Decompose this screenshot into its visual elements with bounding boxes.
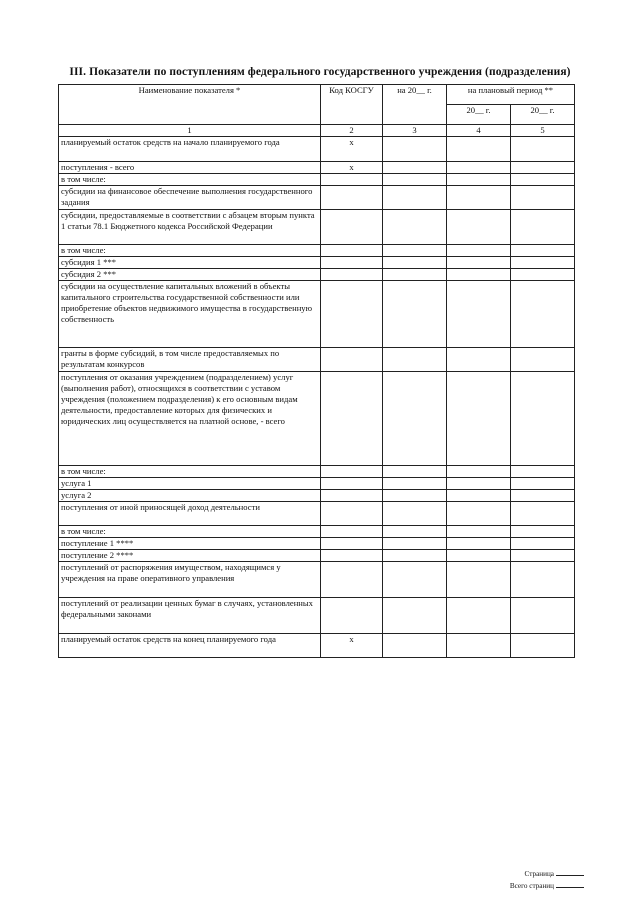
- column-number: 4: [447, 125, 511, 137]
- indicator-name: поступлений от реализации ценных бумаг в случаях, установленных федеральными законами: [59, 598, 321, 634]
- plan-year-1-cell[interactable]: [447, 490, 511, 502]
- plan-year-1-cell[interactable]: [447, 466, 511, 478]
- plan-year-2-cell[interactable]: [511, 372, 575, 466]
- indicator-name: услуга 1: [59, 478, 321, 490]
- indicator-name: услуга 2: [59, 490, 321, 502]
- plan-year-1-cell[interactable]: [447, 372, 511, 466]
- plan-year-2-cell[interactable]: [511, 174, 575, 186]
- table-row: [59, 210, 575, 245]
- current-year-cell[interactable]: [383, 466, 447, 478]
- header-plan-year-2: 20__ г.: [511, 105, 575, 125]
- kosgu-code-cell[interactable]: [321, 526, 383, 538]
- plan-year-1-cell[interactable]: [447, 598, 511, 634]
- current-year-cell[interactable]: [383, 137, 447, 162]
- current-year-cell[interactable]: [383, 348, 447, 372]
- plan-year-1-cell[interactable]: [447, 502, 511, 526]
- kosgu-code-cell[interactable]: [321, 562, 383, 598]
- indicator-name: поступления от оказания учреждением (подразделением) услуг (выполнения работ), относящихся в соответствии с уставом учреждения (положением подразделения) к его основным видам деятельности, предоставление которых для физических и юридических лиц осуществляется на платной основе, - всего: [59, 372, 321, 466]
- plan-year-1-cell[interactable]: [447, 174, 511, 186]
- indicator-name: поступлений от распоряжения имуществом, находящимся у учреждения на праве оперативного управления: [59, 562, 321, 598]
- current-year-cell[interactable]: [383, 162, 447, 174]
- plan-year-2-cell[interactable]: [511, 550, 575, 562]
- table-row: [59, 550, 575, 562]
- plan-year-2-cell[interactable]: [511, 490, 575, 502]
- plan-year-1-cell[interactable]: [447, 245, 511, 257]
- total-pages-field[interactable]: [556, 880, 584, 888]
- plan-year-2-cell[interactable]: [511, 269, 575, 281]
- plan-year-1-cell[interactable]: [447, 478, 511, 490]
- header-kosgu-code: Код КОСГУ: [321, 85, 383, 125]
- indicator-name: поступления от иной приносящей доход деятельности: [59, 502, 321, 526]
- indicator-name: планируемый остаток средств на начало планируемого года: [59, 137, 321, 162]
- table-row: [59, 478, 575, 490]
- kosgu-code-cell[interactable]: [321, 478, 383, 490]
- kosgu-code-cell[interactable]: х: [321, 634, 383, 658]
- kosgu-code-cell[interactable]: [321, 550, 383, 562]
- plan-year-2-cell[interactable]: [511, 162, 575, 174]
- table-row: [59, 186, 575, 210]
- current-year-cell[interactable]: [383, 598, 447, 634]
- kosgu-code-cell[interactable]: [321, 174, 383, 186]
- header-plan-year-1: 20__ г.: [447, 105, 511, 125]
- table-row: [59, 281, 575, 348]
- current-year-cell[interactable]: [383, 526, 447, 538]
- indicator-name: в том числе:: [59, 466, 321, 478]
- current-year-cell[interactable]: [383, 502, 447, 526]
- kosgu-code-cell[interactable]: [321, 281, 383, 348]
- kosgu-code-cell[interactable]: х: [321, 137, 383, 162]
- current-year-cell[interactable]: [383, 538, 447, 550]
- current-year-cell[interactable]: [383, 372, 447, 466]
- table-row: [59, 538, 575, 550]
- current-year-cell[interactable]: [383, 186, 447, 210]
- plan-year-1-cell[interactable]: [447, 137, 511, 162]
- table-row: [59, 174, 575, 186]
- column-number: 1: [59, 125, 321, 137]
- income-indicators-table: [58, 84, 575, 658]
- current-year-cell[interactable]: [383, 245, 447, 257]
- indicator-name: поступление 2 ****: [59, 550, 321, 562]
- kosgu-code-cell[interactable]: [321, 538, 383, 550]
- table-row: [59, 562, 575, 598]
- plan-year-2-cell[interactable]: [511, 634, 575, 658]
- plan-year-2-cell[interactable]: [511, 502, 575, 526]
- current-year-cell[interactable]: [383, 562, 447, 598]
- plan-year-2-cell[interactable]: [511, 562, 575, 598]
- indicator-name: поступления - всего: [59, 162, 321, 174]
- indicator-name: субсидия 2 ***: [59, 269, 321, 281]
- plan-year-1-cell[interactable]: [447, 269, 511, 281]
- current-year-cell[interactable]: [383, 478, 447, 490]
- current-year-cell[interactable]: [383, 490, 447, 502]
- table-row: [59, 598, 575, 634]
- kosgu-code-cell[interactable]: [321, 348, 383, 372]
- plan-year-1-cell[interactable]: [447, 162, 511, 174]
- indicator-name: субсидии на финансовое обеспечение выполнения государственного задания: [59, 186, 321, 210]
- header-current-year: на 20__ г.: [383, 85, 447, 125]
- current-year-cell[interactable]: [383, 210, 447, 245]
- plan-year-2-cell[interactable]: [511, 257, 575, 269]
- plan-year-1-cell[interactable]: [447, 186, 511, 210]
- indicator-name: субсидии, предоставляемые в соответствии с абзацем вторым пункта 1 статьи 78.1 Бюджетного кодекса Российской Федерации: [59, 210, 321, 245]
- kosgu-code-cell[interactable]: [321, 466, 383, 478]
- column-number: 3: [383, 125, 447, 137]
- kosgu-code-cell[interactable]: [321, 210, 383, 245]
- column-number: 2: [321, 125, 383, 137]
- table-row: [59, 526, 575, 538]
- column-number: 5: [511, 125, 575, 137]
- plan-year-2-cell[interactable]: [511, 245, 575, 257]
- current-year-cell[interactable]: [383, 174, 447, 186]
- plan-year-1-cell[interactable]: [447, 562, 511, 598]
- kosgu-code-cell[interactable]: [321, 502, 383, 526]
- plan-year-2-cell[interactable]: [511, 526, 575, 538]
- page-label: Страница: [524, 870, 554, 878]
- page-number-field[interactable]: [556, 868, 584, 876]
- plan-year-1-cell[interactable]: [447, 526, 511, 538]
- indicator-name: гранты в форме субсидий, в том числе предоставляемых по результатам конкурсов: [59, 348, 321, 372]
- table-row: [59, 269, 575, 281]
- table-row: [59, 245, 575, 257]
- plan-year-2-cell[interactable]: [511, 281, 575, 348]
- indicator-name: субсидия 1 ***: [59, 257, 321, 269]
- current-year-cell[interactable]: [383, 269, 447, 281]
- header-plan-period: на плановый период **: [447, 85, 575, 105]
- plan-year-1-cell[interactable]: [447, 281, 511, 348]
- total-pages-label: Всего страниц: [509, 882, 554, 890]
- current-year-cell[interactable]: [383, 281, 447, 348]
- current-year-cell[interactable]: [383, 550, 447, 562]
- current-year-cell[interactable]: [383, 257, 447, 269]
- kosgu-code-cell[interactable]: [321, 257, 383, 269]
- table-row: [59, 137, 575, 162]
- table-row: [59, 257, 575, 269]
- table-row: [59, 466, 575, 478]
- plan-year-1-cell[interactable]: [447, 210, 511, 245]
- plan-year-1-cell[interactable]: [447, 538, 511, 550]
- current-year-cell[interactable]: [383, 634, 447, 658]
- table-row: [59, 634, 575, 658]
- table-row: [59, 372, 575, 466]
- kosgu-code-cell[interactable]: [321, 598, 383, 634]
- indicator-name: в том числе:: [59, 245, 321, 257]
- kosgu-code-cell[interactable]: [321, 269, 383, 281]
- kosgu-code-cell[interactable]: [321, 186, 383, 210]
- plan-year-1-cell[interactable]: [447, 348, 511, 372]
- table-row: [59, 348, 575, 372]
- kosgu-code-cell[interactable]: х: [321, 162, 383, 174]
- kosgu-code-cell[interactable]: [321, 245, 383, 257]
- indicator-name: поступление 1 ****: [59, 538, 321, 550]
- plan-year-1-cell[interactable]: [447, 257, 511, 269]
- table-row: [59, 502, 575, 526]
- indicator-name: планируемый остаток средств на конец планируемого года: [59, 634, 321, 658]
- indicator-name: в том числе:: [59, 526, 321, 538]
- indicator-name: субсидии на осуществление капитальных вложений в объекты капитального строительства государственной собственности или приобретение объектов недвижимого имущества в государственную собственность: [59, 281, 321, 348]
- page-title: III. Показатели по поступлениям федерального государственного учреждения (подразделения): [69, 66, 571, 78]
- plan-year-2-cell[interactable]: [511, 186, 575, 210]
- kosgu-code-cell[interactable]: [321, 490, 383, 502]
- plan-year-1-cell[interactable]: [447, 550, 511, 562]
- plan-year-2-cell[interactable]: [511, 210, 575, 245]
- header-indicator-name: Наименование показателя *: [59, 85, 321, 125]
- kosgu-code-cell[interactable]: [321, 372, 383, 466]
- plan-year-1-cell[interactable]: [447, 634, 511, 658]
- page-number-line: [525, 868, 584, 878]
- plan-year-2-cell[interactable]: [511, 348, 575, 372]
- table-row: [59, 490, 575, 502]
- table-row: [59, 162, 575, 174]
- indicator-name: в том числе:: [59, 174, 321, 186]
- plan-year-2-cell[interactable]: [511, 478, 575, 490]
- total-pages-line: [510, 880, 584, 890]
- plan-year-2-cell[interactable]: [511, 598, 575, 634]
- plan-year-2-cell[interactable]: [511, 538, 575, 550]
- plan-year-2-cell[interactable]: [511, 466, 575, 478]
- plan-year-2-cell[interactable]: [511, 137, 575, 162]
